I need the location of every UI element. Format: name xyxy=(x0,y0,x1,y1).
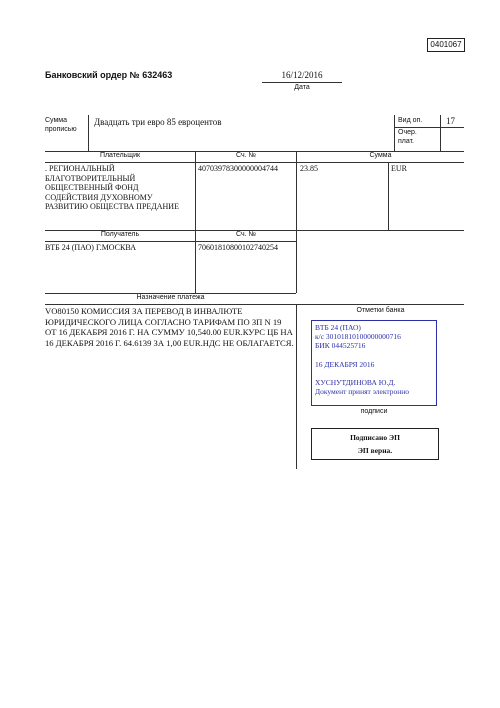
bank-stamp xyxy=(311,320,437,406)
divider xyxy=(440,115,441,151)
divider xyxy=(388,162,389,230)
date-underline xyxy=(262,82,342,83)
form-code-box xyxy=(427,38,465,52)
stamp-bank-name: ВТБ 24 (ПАО) xyxy=(315,323,361,332)
divider xyxy=(296,151,297,293)
ep-valid: ЭП верна. xyxy=(357,446,393,455)
payer-name: . РЕГИОНАЛЬНЫЙ БЛАГОТВОРИТЕЛЬНЫЙ ОБЩЕСТВЕННЫЙ ФОНД СОДЕЙСТВИЯ ДУХОВНОМУ РАЗВИТИЮ ОБЩЕСТВА ПРЕДАНИЕ xyxy=(45,164,179,211)
op-type-label: Вид оп. xyxy=(398,117,423,124)
divider xyxy=(45,162,464,163)
stamp-officer: ХУСНУТДИНОВА Ю.Д. xyxy=(315,377,396,387)
date-value: 16/12/2016 xyxy=(281,70,323,80)
amount-header: Сумма xyxy=(369,152,392,159)
divider xyxy=(45,241,296,242)
stamp-bic: БИК 044525716 xyxy=(315,341,366,351)
sum-words: Двадцать три евро 85 евроцентов xyxy=(94,117,222,127)
currency-value: EUR xyxy=(391,164,407,173)
divider xyxy=(296,304,297,469)
recipient-account-header: Сч. № xyxy=(235,231,257,238)
divider xyxy=(394,115,395,151)
payer-header: Плательщик xyxy=(99,152,141,159)
stamp-date: 16 ДЕКАБРЯ 2016 xyxy=(315,359,375,369)
purpose-header: Назначение платежа xyxy=(136,294,205,301)
sum-words-label: Сумма прописью xyxy=(45,117,77,133)
recipient-header: Получатель xyxy=(100,231,140,238)
payment-order-label: Очер. плат. xyxy=(398,129,417,145)
amount-value: 23.85 xyxy=(300,164,318,173)
op-type-value: 17 xyxy=(446,116,455,126)
form-code: 0401067 xyxy=(430,40,462,49)
stamp-note: Документ принят электронно xyxy=(315,387,410,397)
divider xyxy=(88,115,89,151)
recipient-account: 70601810800102740254 xyxy=(198,243,278,252)
bank-marks-header: Отметки банка xyxy=(356,307,405,314)
payer-account: 40703978300000004744 xyxy=(198,164,278,173)
order-title: Банковский ордер № 632463 xyxy=(45,70,173,80)
signatures-label: подписи xyxy=(360,408,388,415)
stamp-correspondent-account: к/с 30101810100000000716 xyxy=(315,332,401,342)
purpose-text: VO80150 КОМИССИЯ ЗА ПЕРЕВОД В ИНВАЛЮТЕ ЮРИДИЧЕСКОГО ЛИЦА СОГЛАСНО ТАРИФАМ ПО ЗП N 19 ОТ 16 ДЕКАБРЯ 2016 Г. НА СУММУ 10,540.00 EUR.КУРС ЦБ НА 16 ДЕКАБРЯ 2016 Г. 64.6139 ЗА 1,00 EUR.НДС НЕ ОБЛАГАЕТСЯ. xyxy=(45,306,294,348)
divider xyxy=(195,151,196,293)
divider xyxy=(394,127,464,128)
date-label: Дата xyxy=(294,84,310,91)
electronic-signature-box xyxy=(311,428,439,460)
recipient-name: ВТБ 24 (ПАО) Г.МОСКВА xyxy=(45,243,136,252)
divider xyxy=(45,304,464,305)
signed-ep: Подписано ЭП xyxy=(350,433,400,442)
account-header: Сч. № xyxy=(235,152,257,159)
